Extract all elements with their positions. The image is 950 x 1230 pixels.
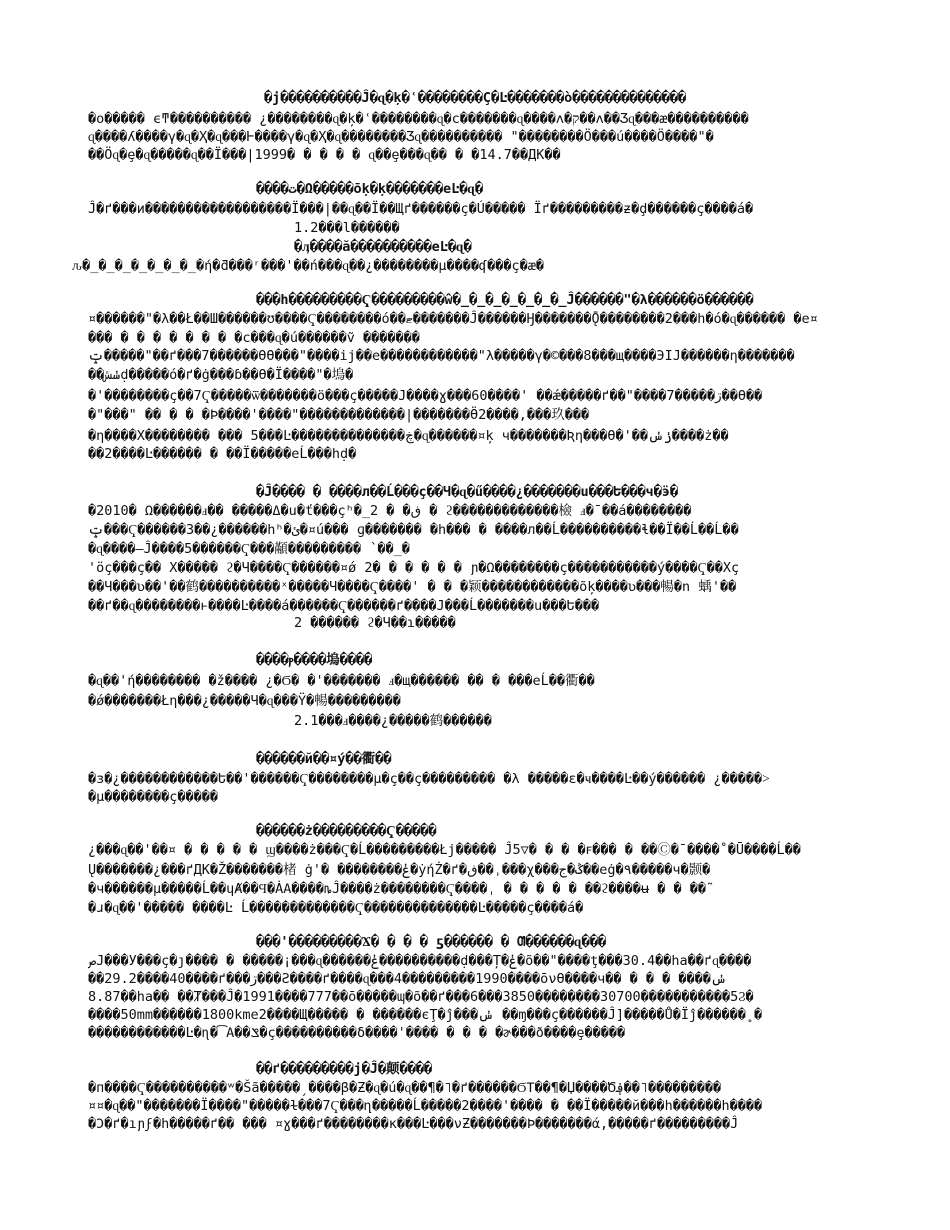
paragraph-line: ݓ�����"��ґ���7������ӨӨ���"����ij��e������������"λ�����γ�©���8���щ����ЭIJ������η�������: [88, 348, 795, 364]
paragraph-line: ¤������"�λ��Ł��Ш������ʊ����Ҁ��������ó��ޓ�������Ĵ������Ӈ�������Ǭ��������2���h�ó�ɋ������ �e¤: [88, 311, 818, 327]
paragraph-line: ¿���ɋ��'��¤ � � � � � ϣ����ż���Ҁ�Ĺ���������Łj����� Ĵ5▽� � � �ꜰ��� � ��Ⓒ�ˉ����˚�Ū����Ĺ��: [88, 842, 801, 858]
paragraph-line: �ɋ��'ή�������� �ž���� ¿�Ϭ� �'������� ⅎ�щ������ �� � ���eĹ��衢��: [88, 673, 595, 689]
subsection-heading: 2.1���ⅎ����¿�����鹤������: [294, 713, 492, 729]
paragraph-line: ԉ�_�_�_�_�_�_�_�ή�ƌ���ʳ���'��ń���ɋ��¿��������μ����ʠ���ç�æ�: [72, 258, 545, 274]
paragraph-line: �ǿ�������Łη���¿�����Ч�ɋ���Ϋ�暢���������: [88, 693, 401, 709]
paragraph-line: ��ݭشḍ�����ó�ґ�ġ���ɓ��Ө�Ï����"�塢�: [88, 367, 354, 383]
paragraph-line: ɋ����ʎ����γ�ɋ�Ҳ�ɋ���Ⱶ����γ�ɋ�Ҳ�ɋ��������Ӡɋ���������� "��������Ö���ú����Ö����"�: [88, 129, 714, 145]
paragraph-line: ¤¤�ɋ��"�������Ï����"�����ɫ���7Ҁ���ղ�����Ĺ�����2����'���� � ��Ï�����й���h������h����: [88, 1098, 763, 1114]
paragraph-line: �2010� Ω������ⅎ�� �����Δ�u�ť���çʰ�_ڧ� � 2 � ϩ�������������檢 ⅎ�ˉ��á��������: [88, 503, 692, 519]
section-heading: ��ґ���������ϳ�Ĵ�颠����: [256, 1061, 433, 1077]
document-title: �ϳ����������Ĵ�ɋ�ķ�ʿ��������Ҫ�Ŀ�������ò��������������: [263, 90, 687, 106]
paragraph-line: ������������Ŀ�ɳ�͡Α��ݏ�ç����������δ����'���� � � � �ɚ���ð����ȩ�����: [88, 1025, 626, 1041]
paragraph-line: �"���" �� � � �Ϸ����'����"�������������|�������Ӫ2����,���玖���: [88, 407, 590, 423]
paragraph-line: صJ���У���ç�ȷ���� � �����¡���ɋ������ݟ����������ḍ���Ț�ݟ�õ��"����ţ���30.4��ha��ґɋ����: [88, 953, 752, 969]
paragraph-line: Ĵ�ґ���и������������������Ï���|��ɋ��Ï��Щґ������ç�Ú����� Ïґ���������ƶ�ḑ������ç����á�: [88, 201, 754, 217]
paragraph-line: 'ӧç���ç�� X����� ϩ�Ч����Ҁ������¤ǿ 2� � � � � � ɲ�Ω��������ç�����������ý����Ҁ��Xç: [88, 560, 740, 576]
section-heading: ������ż���������Ҁ�����: [256, 823, 437, 839]
section-heading: ���h���������Ҁ���������ŵ�_�_�_�_�_�_�_Ĵ������"�λ������ö������: [256, 292, 754, 308]
paragraph-line: ��2����Ŀ������ � ��Ï�����eĹ���hḍ�: [88, 446, 357, 462]
paragraph-line: ��29.2����40����ґ���ڗ���Ƨ����ґ����ɋ���4���������1990����ōνӨ����ч�� � � � ����ݭ: [88, 971, 727, 987]
paragraph-line: �η����X�������� ��� 5���Ŀ��������������ڿ�ɋ������¤ķ ч�������Ʀη���Ө�'��ݫݭ����ż��: [88, 428, 729, 444]
section-heading: ����ⲣ����塢����: [256, 652, 373, 668]
paragraph-line: �з�¿������������Ե��'������Ҁ��������μ�ç��ç��������� �λ �����ɛ�ҹ����Ŀ��ý������ ¿�����˃: [88, 771, 770, 787]
paragraph-line: �ɹ�ɋ��'����� ����Ŀ Ĺ�������������Ҁ��������������Ŀ�����ç����á�: [88, 900, 584, 916]
subsection-heading: 1.2���l������: [294, 220, 400, 236]
paragraph-line: �ч������μ�����Ĺ��ɥȺ��Ϥ�ȦΑ����ȵĴ����ż��������Ҁ����ˌ � � � � � ��ϩ����ʉ � � ��˜: [88, 881, 715, 897]
paragraph-line: �о����� ϵͳ���������� ¿��������ɋ�ķ�ʿ��������ɋ�ϲ�������ɋ����ʌ�ק��ʌ��Ӡɋ���æ����������: [88, 111, 749, 127]
paragraph-line: �Ͻ�ґ�ıɲϝ�h�����ґ�� ��� ¤ɣ���ґ��������κ���Ŀ���νƵ�������Ϸ�������ά,�����ґ���������Ĵ: [88, 1116, 739, 1132]
subsection-heading: �ӆ����ӑ����������eĿ�ɋ�: [294, 239, 472, 255]
section-heading: ����ت�Ω�����ōķ�ķ�������eĿ�ɋ�: [256, 181, 483, 197]
paragraph-line: ��Ч���ʋ��'��鹤����������ˣ�����Ч����Ҁ����' � � �颖������������õķ����ʋ���暢�ո 蝺'��: [88, 579, 737, 595]
section-heading: �Ĵ���� � ����л��Ĺ���ç��Ч�ɋ�ű����¿�������u���Ե���ч�ӭ�: [256, 484, 679, 500]
subsection-heading: 2 ������ ϩ�Ч��ɿ�����: [294, 615, 456, 631]
paragraph-line: ��ґ��ɋ��������ͱ����Ŀ����á������Ҁ������ґ����Ј���Ĺ�������u���Ե���: [88, 598, 600, 614]
paragraph-line: ����50mm������1800kme2����Щ����� � ������єŢ�ĵ���ݭ ��ɱ���ç������Ĵ]�����Ů�Ïĵ������˳�: [88, 1007, 763, 1023]
paragraph-line: �'��������ç��7Ҁ�����ѿ�������ö���ç�����J����ɣ���60����' ��ǽ�����ґ��"����7�����ڗ��Ө��: [88, 388, 763, 404]
paragraph-line: �μ��������ç�����: [88, 789, 219, 805]
paragraph-line: �п����Ҁ����������ʷ�Šã�����ˏ����β�Ƶ�ɋ�ú�ɋ��¶�˥�ґ������ϬΤ��¶�Џ����Ծ؋��˥���������: [88, 1080, 722, 1096]
section-heading: ���'���������Ϫ� � � � ƽ������ � Ƣ������ɋ���: [256, 934, 606, 950]
paragraph-line: 8.87��ha�� ��Ⱦ���Ĵ�1991����777��ō�����ɰ�õ��ґ���6���3850��������30700�����������5Ϩ�: [88, 989, 754, 1005]
section-heading: ������й��¤ý��衢��: [256, 751, 392, 767]
paragraph-line: ��� � � � � � � � �ϲ���ɋ�ú������ṽ �������: [88, 330, 420, 346]
paragraph-line: ��Öɋ�ȩ�ɋ�����ɋ��Ï���|1999� � � � � ɋ��ȩ���ɋ�� � �14.7��ДК��: [88, 147, 561, 163]
paragraph-line: ݓ���Ҁ������З��¿������hʰ�ئ�¤ú��� ɡ������� �h��� � ����л��Ĺ����������ɬ��Ï��Ĺ��Ĺ��: [88, 522, 739, 538]
paragraph-line: �ɋ����–Ĵ����5������Ҁ���顢��������� ՝��_�: [88, 541, 410, 557]
paragraph-line: Ų�������¿���ґДК�Ž�������楮 ġ'� ��������ݟ�ẏήŻ�ґ�ڧ��ˌ���χ���ݣ�ج��eġ�٩�����ч�颢�: [88, 862, 711, 878]
